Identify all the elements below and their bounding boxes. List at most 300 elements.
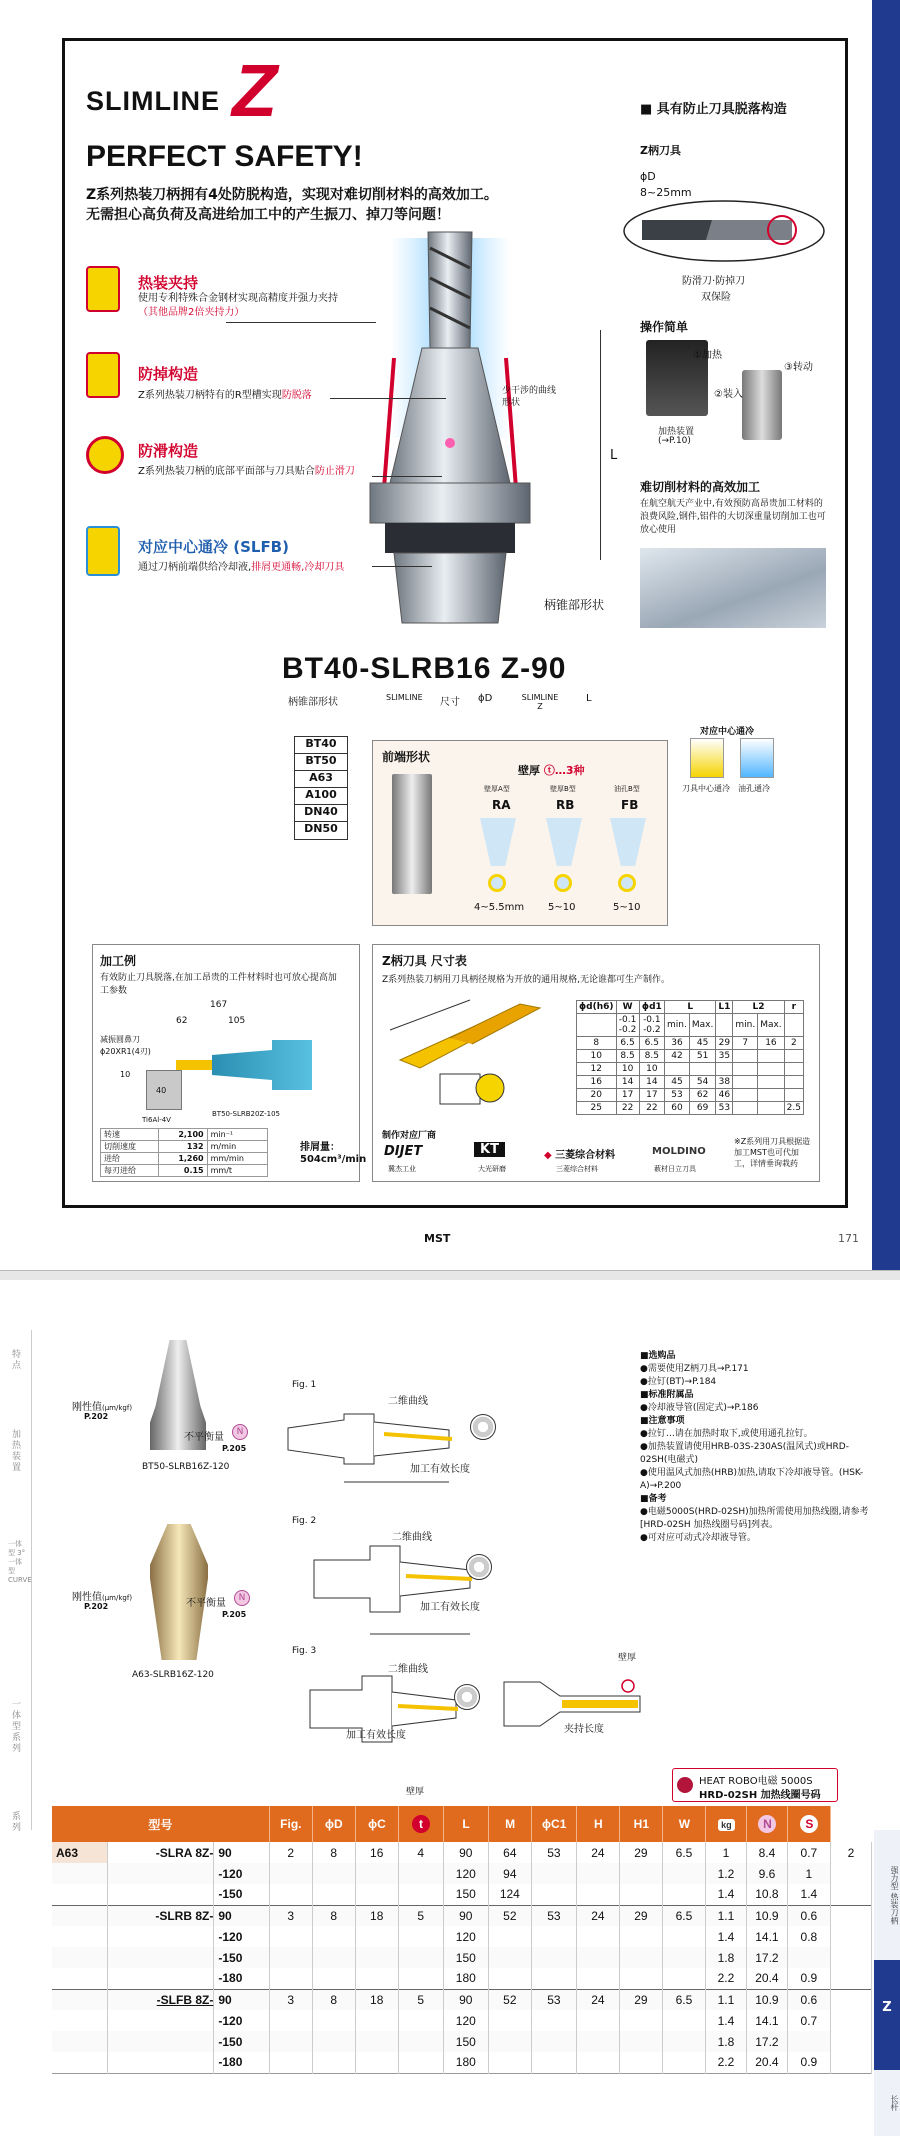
value-cell: 5 [398,1989,443,2010]
cutting-conditions [100,1128,268,1177]
value-cell: 29 [619,1989,662,2010]
model-length-cell: 90 [214,1842,269,1863]
shank-item: DN50 [304,822,338,835]
anti-slip-drop: 防滑刀·防掉刀 [682,276,746,287]
value-cell [576,1968,619,1989]
value-cell: 53 [531,1905,576,1926]
value-cell: 1.4 [705,2010,746,2031]
type-rb: RB [556,798,575,812]
value-cell [269,1968,312,1989]
type-ra: RA [492,798,511,812]
notes-line: ●需要使用Z柄刀具→P.171 [640,1364,749,1374]
value-cell [531,1947,576,1968]
leader-heat [226,322,376,323]
model-length-cell: -150 [214,1947,269,1968]
fig2-drawing [310,1534,510,1644]
coolant-center-icon [690,738,724,778]
heating-device-label: 加热装置 [658,427,695,437]
feature-heat-icon [86,266,120,312]
model-length-cell: -120 [214,2010,269,2031]
code-cap-shank: 柄锥部形状 [288,697,338,708]
code-cap-slimline-z: SLIMLINE Z [521,693,559,711]
step-insert: ②装入 [714,389,743,400]
value-cell: 18 [355,1989,398,2010]
notes-line: ●电磁5000S(HRD-02SH)加热所需使用加热线圈,请参考[HRD-02SH 加热线圈号码]列表。 [640,1507,869,1530]
parts-row [52,1884,872,1905]
airplane-image [640,548,826,628]
rigid-label-1: 刚性值(μm/kgf) [72,1402,133,1413]
series-cell [52,1947,107,1968]
value-cell: 16 [355,1842,398,1863]
value-cell: 8 [312,1905,355,1926]
model-length-cell: -150 [214,2031,269,2052]
holder-small-image [742,370,782,440]
value-cell [312,1884,355,1905]
value-cell: 1.8 [705,2031,746,2052]
value-cell: 2.2 [705,2052,746,2073]
fig3-clamp: 夹持长度 [564,1724,604,1735]
condition-row: 进给 1,260 mm/min [101,1153,268,1165]
model-prefix-cell [107,1968,214,1989]
n-icon: N [232,1424,248,1440]
value-cell: 1 [705,1842,746,1863]
value-cell [619,2052,662,2073]
range-rb: 5~10 [548,902,576,913]
s-icon: S [800,1815,818,1833]
model-prefix-cell [107,1947,214,1968]
side-tab-1: 特点 [12,1350,22,1371]
value-cell: 10.9 [746,1905,787,1926]
series-cell [52,1863,107,1884]
dim-167: 167 [210,1000,228,1010]
diameter-range: 8~25mm [640,186,692,199]
value-cell [312,1968,355,1989]
value-cell [488,2010,531,2031]
z-logo: Z [232,49,278,132]
value-cell: 5 [398,1905,443,1926]
value-cell [398,1947,443,1968]
value-cell [576,2010,619,2031]
dim-40: 40 [156,1086,167,1095]
value-cell [269,1926,312,1947]
series-cell [52,1968,107,1989]
unbalance-label-2: 不平衡量 [186,1598,226,1609]
model-length-cell: 90 [214,1989,269,2010]
page-divider [0,1270,900,1280]
intro-line-1: Z系列热装刀柄拥有4处防脱构造，实现对难切削材料的高效加工。 [86,187,498,203]
shank-item: A100 [295,788,347,805]
coil-number-cell [830,2010,871,2031]
model-prefix-cell [107,2031,214,2052]
dimension-L-line [600,330,601,560]
type-b-label: 壁厚B型 [550,785,576,793]
model-length-cell: -180 [214,2052,269,2073]
shank-item: BT40 [295,737,347,754]
right-tab-long: 长杆 [874,2070,900,2136]
dim-62: 62 [176,1016,188,1026]
parts-row [52,2010,872,2031]
ref202-2: P.202 [84,1602,109,1611]
value-cell [619,1926,662,1947]
heat-robo-line1: HEAT ROBO电磁 5000S [699,1776,813,1787]
example-title: 加工例 [100,954,137,968]
coil-number-cell [830,2052,871,2073]
value-cell: 120 [443,1863,488,1884]
weight-icon: kg [718,1819,735,1831]
value-cell: 1.4 [705,1884,746,1905]
series-cell [52,1926,107,1947]
series-cell [52,1989,107,2010]
feature-lock-text: Z系列热装刀柄特有的R型槽实现防脱落 [138,390,312,401]
value-cell [531,1884,576,1905]
value-cell [355,1926,398,1947]
rigid-label-2: 刚性值(μm/kgf) [72,1592,133,1603]
work-material: Ti6Al-4V [142,1116,171,1124]
ztool-desc: Z系列热装刀柄用刀具柄径规格为开放的通用规格,无论谁都可生产制作。 [382,975,671,985]
parts-table [52,1806,872,1842]
value-cell: 1.4 [705,1926,746,1947]
series-cell [52,1884,107,1905]
value-cell: 17.2 [746,2031,787,2052]
shank-shape-label: 柄锥部形状 [544,598,605,612]
notes-heading: ■选购品 [640,1351,676,1361]
side-tab-5: 系列 [12,1812,22,1833]
value-cell [269,2031,312,2052]
step-heat: ①加热 [693,350,722,361]
value-cell [787,1947,830,1968]
coolant-center-label: 刀具中心通冷 [682,784,730,793]
notes-line: ●拉钉(BT)→P.184 [640,1377,717,1387]
value-cell [662,1968,705,1989]
maker-title: 制作对应厂商 [382,1131,437,1141]
model-length-cell: -150 [214,1884,269,1905]
value-cell: 2 [269,1842,312,1863]
ztool-row: 12 10 10 [577,1063,804,1076]
value-cell [531,1926,576,1947]
value-cell [269,1884,312,1905]
notes-line: ●加热装置请使用HRB-03S-230AS(温风式)或HRD-02SH(电磁式) [640,1442,849,1465]
value-cell: 3 [269,1905,312,1926]
value-cell [662,1926,705,1947]
value-cell: 8.4 [746,1842,787,1863]
ztool-row: 16 14 14 45 54 38 [577,1076,804,1089]
feature-heat-title: 热装夹持 [138,274,199,292]
tip-shape-title: 前端形状 [382,750,431,764]
maker-sub-2: 大光研磨 [478,1165,506,1173]
coil-number-cell [830,1905,871,1926]
value-cell [531,1968,576,1989]
fig3-label: Fig. 3 [292,1646,317,1656]
ztool-title: Z柄刀具 尺寸表 [382,954,467,968]
coolant-hole-icon [740,738,774,778]
t-badge: t [412,1815,430,1833]
value-cell: 90 [443,1989,488,2010]
hard-material-text: 在航空航天产业中,有效预防高昂贵加工材料的浪费风险,钢件,铝件的大切深重量切削加工也可放心使用 [640,499,826,535]
ztool-dim-table: ϕd(h6) W ϕd1 L L1 L2 r -0.1 -0.2 -0.1 -0.2 min. Max. min. Max. 8 6.5 6.5 36 45 29 7 16 2 10 8.5 8.5 42 51 35 12 10 10 16 14 14 45 54 38 20 17 17 53 62 46 25 22 22 60 69 53 2.5 [576,1000,804,1115]
wall-label: 壁厚 ⓣ…3种 [518,764,585,777]
value-cell: 0.6 [787,1989,830,2010]
series-cell [52,2010,107,2031]
value-cell: 10.8 [746,1884,787,1905]
value-cell [662,1947,705,1968]
maker-sub-1: 冀杰工业 [388,1165,416,1173]
value-cell [662,1884,705,1905]
ref202-1: P.202 [84,1412,109,1421]
value-cell: 150 [443,2031,488,2052]
unbalance-label-1: 不平衡量 [184,1432,224,1443]
holder-illustration [330,228,570,638]
value-cell: 0.9 [787,1968,830,1989]
value-cell: 0.9 [787,2052,830,2073]
condition-row: 每刃进给 0.15 mm/t [101,1165,268,1177]
value-cell [312,1947,355,1968]
code-cap-L: L [586,693,592,704]
heat-robo-line2: HRD-02SH 加热线圈号码 [699,1790,821,1801]
coil-number-cell [830,1968,871,1989]
value-cell: 120 [443,1926,488,1947]
notes-box [640,1350,872,1545]
shank-item: A63 [295,771,347,788]
value-cell: 24 [576,1842,619,1863]
value-cell [355,1968,398,1989]
ref205-1: P.205 [222,1444,247,1453]
value-cell: 180 [443,2052,488,2073]
value-cell: 14.1 [746,1926,787,1947]
value-cell [662,1863,705,1884]
example-holder-name: BT50-SLRB20Z-105 [212,1110,280,1118]
value-cell: 29 [619,1905,662,1926]
coil-number-cell [830,2031,871,2052]
value-cell [398,1863,443,1884]
series-cell: A63 [52,1842,107,1863]
circle-ra [488,874,506,892]
tool-name: 减振圆鼻刀 [100,1035,140,1044]
value-cell [269,2052,312,2073]
fig2-end-view [466,1554,492,1580]
chip-output-value: 504cm³/min [300,1154,367,1165]
model-prefix-cell [107,1926,214,1947]
value-cell: 6.5 [662,1842,705,1863]
caption-a63: A63-SLRB16Z-120 [132,1670,214,1680]
value-cell: 3 [269,1989,312,2010]
value-cell [619,2010,662,2031]
value-cell [662,2031,705,2052]
fig1-eff: 加工有效长度 [410,1464,470,1475]
notes-heading: ■标准附属品 [640,1390,694,1400]
tool-size: ϕ20XR1(4刃) [100,1047,151,1056]
value-cell [576,1926,619,1947]
page-number: 171 [838,1232,859,1245]
headline: PERFECT SAFETY! [86,140,363,173]
value-cell [619,1968,662,1989]
value-cell [312,2010,355,2031]
right-blue-band [872,0,900,1270]
feature-heat-text: 使用专利特殊合金钢材实现高精度并强力夹持（其他品牌2倍夹持力） [138,293,338,318]
notes-line: ●冷却液导管(固定式)→P.186 [640,1403,759,1413]
ztool-row: 8 6.5 6.5 36 45 29 7 16 2 [577,1037,804,1050]
phi-d-label: ϕD [640,170,656,183]
parts-row [52,1947,872,1968]
fig1-end-view [470,1414,496,1440]
value-cell: 20.4 [746,1968,787,1989]
condition-row: 切削速度 132 m/min [101,1141,268,1153]
model-length-cell: -120 [214,1863,269,1884]
value-cell [355,1863,398,1884]
value-cell: 0.7 [787,2010,830,2031]
ztool-row: 10 8.5 8.5 42 51 35 [577,1050,804,1063]
value-cell [787,2031,830,2052]
model-prefix-cell [107,1884,214,1905]
feature-slip-icon [86,436,124,474]
value-cell [619,2031,662,2052]
feature-coolant-icon [86,526,120,576]
value-cell: 52 [488,1905,531,1926]
value-cell: 1 [787,1863,830,1884]
coil-icon [677,1777,693,1793]
value-cell: 53 [531,1842,576,1863]
example-desc: 有效防止刀具脱落,在加工昂贵的工件材料时也可放心提高加工参数 [100,973,337,996]
value-cell [619,1884,662,1905]
chip-output-label: 排屑量： [300,1142,340,1153]
double-safety: 双保险 [701,292,731,303]
value-cell [488,1968,531,1989]
fig3-drawing [306,1664,506,1764]
ztool-note: ※Z系列用刀具根据造加工MST也可代加工，详情垂询栽药 [734,1137,811,1168]
hard-material-title: 难切削材料的高效加工 [640,480,761,494]
coil-number-cell [830,1863,871,1884]
feature-coolant-text: 通过刀柄前端供给冷却液,排屑更通畅,冷却刀具 [138,562,345,573]
parts-row [52,1989,872,2010]
value-cell: 6.5 [662,1989,705,2010]
value-cell: 94 [488,1863,531,1884]
value-cell: 124 [488,1884,531,1905]
n-icon: N [758,1815,776,1833]
model-code: BT40-SLRB16 Z-90 [282,652,567,685]
parts-table-wrap [52,1806,872,2074]
z-shank-label: Z柄刀具 [640,144,681,157]
intro-line-2: 无需担心高负荷及高进给加工中的产生振刀、掉刀等问题！ [86,207,450,223]
value-cell [531,2010,576,2031]
value-cell [488,1947,531,1968]
value-cell: 2.2 [705,1968,746,1989]
value-cell [576,2052,619,2073]
right-tab-strong: 强力型 热装刀柄 [874,1830,900,1960]
coil-number-cell [830,1884,871,1905]
value-cell: 24 [576,1905,619,1926]
range-ra: 4~5.5mm [474,902,525,913]
parts-row [52,1968,872,1989]
maker-kt: KT [474,1142,505,1157]
notes-heading: ■注意事项 [640,1416,685,1426]
value-cell: 6.5 [662,1905,705,1926]
value-cell [312,2052,355,2073]
model-prefix-cell [107,1863,214,1884]
series-cell [52,2031,107,2052]
value-cell: 8 [312,1989,355,2010]
coil-number-cell [830,1926,871,1947]
fig1-label: Fig. 1 [292,1380,317,1390]
ztool-row: 20 17 17 53 62 46 [577,1089,804,1102]
easy-op-title: 操作简单 [640,320,689,334]
value-cell: 1.1 [705,1989,746,2010]
model-prefix-cell: -SLRA 8Z- [107,1842,214,1863]
value-cell: 20.4 [746,2052,787,2073]
code-cap-phid: ϕD [478,693,493,704]
anti-drop-title: ■ 具有防止刀具脱落构造 [640,102,787,117]
value-cell: 10.9 [746,1989,787,2010]
caption-bt50: BT50-SLRB16Z-120 [142,1462,230,1472]
value-cell [269,1863,312,1884]
fig3-section [500,1672,650,1752]
value-cell [398,1926,443,1947]
side-tab-4: 一体型系列 [12,1700,22,1754]
parts-row [52,2031,872,2052]
holder-photo-2 [150,1524,208,1660]
model-length-cell: -120 [214,1926,269,1947]
side-tab-2: 加热装置 [12,1430,22,1473]
value-cell [619,1863,662,1884]
value-cell: 1.4 [787,1884,830,1905]
value-cell [662,2052,705,2073]
parts-row [52,1926,872,1947]
value-cell: 1.8 [705,1947,746,1968]
dim-105: 105 [228,1016,246,1026]
value-cell: 18 [355,1905,398,1926]
value-cell: 90 [443,1905,488,1926]
n-icon: N [234,1590,250,1606]
heat-robo-badge [672,1768,838,1802]
parts-table-body [52,1842,872,2074]
value-cell [576,1863,619,1884]
series-cell [52,1905,107,1926]
dim-10: 10 [120,1070,131,1079]
notes-heading: ■备考 [640,1494,667,1504]
feature-slip-title: 防滑构造 [138,442,199,460]
value-cell [269,1947,312,1968]
value-cell: 150 [443,1884,488,1905]
value-cell [619,1947,662,1968]
side-tab-3: 一体型 3° 一体型 CURVE [8,1540,32,1584]
value-cell [355,1884,398,1905]
feature-coolant-title: 对应中心通冷 (SLFB) [138,538,289,556]
parts-row [52,1842,872,1863]
leader-slip [372,476,442,477]
range-fb: 5~10 [613,902,641,913]
value-cell: 52 [488,1989,531,2010]
value-cell [531,2031,576,2052]
value-cell [488,2031,531,2052]
shank-item: DN40 [295,805,347,822]
model-prefix-cell [107,2052,214,2073]
maker-mitsubishi: ◆ 三菱综合材料 [544,1150,616,1161]
model-length-cell: -180 [214,1968,269,1989]
coolant-title: 对应中心通冷 [700,727,755,737]
model-prefix-cell: -SLFB 8Z- [107,1989,214,2010]
right-tab-z: Z [874,1960,900,2070]
value-cell: 0.7 [787,1842,830,1863]
parts-header-row: 型号 Fig. ϕD ϕC t L M ϕC1 H H1 W kg N S [52,1806,872,1842]
maker-dijet: DIJET [384,1144,423,1159]
type-fb: FB [621,798,639,812]
value-cell: 1.2 [705,1863,746,1884]
fig3-curve: 二维曲线 [388,1664,428,1675]
value-cell [398,2010,443,2031]
value-cell: 4 [398,1842,443,1863]
coil-number-cell [830,1947,871,1968]
shank-list [294,736,348,840]
brand-footer: MST [424,1232,451,1245]
circle-fb [618,874,636,892]
